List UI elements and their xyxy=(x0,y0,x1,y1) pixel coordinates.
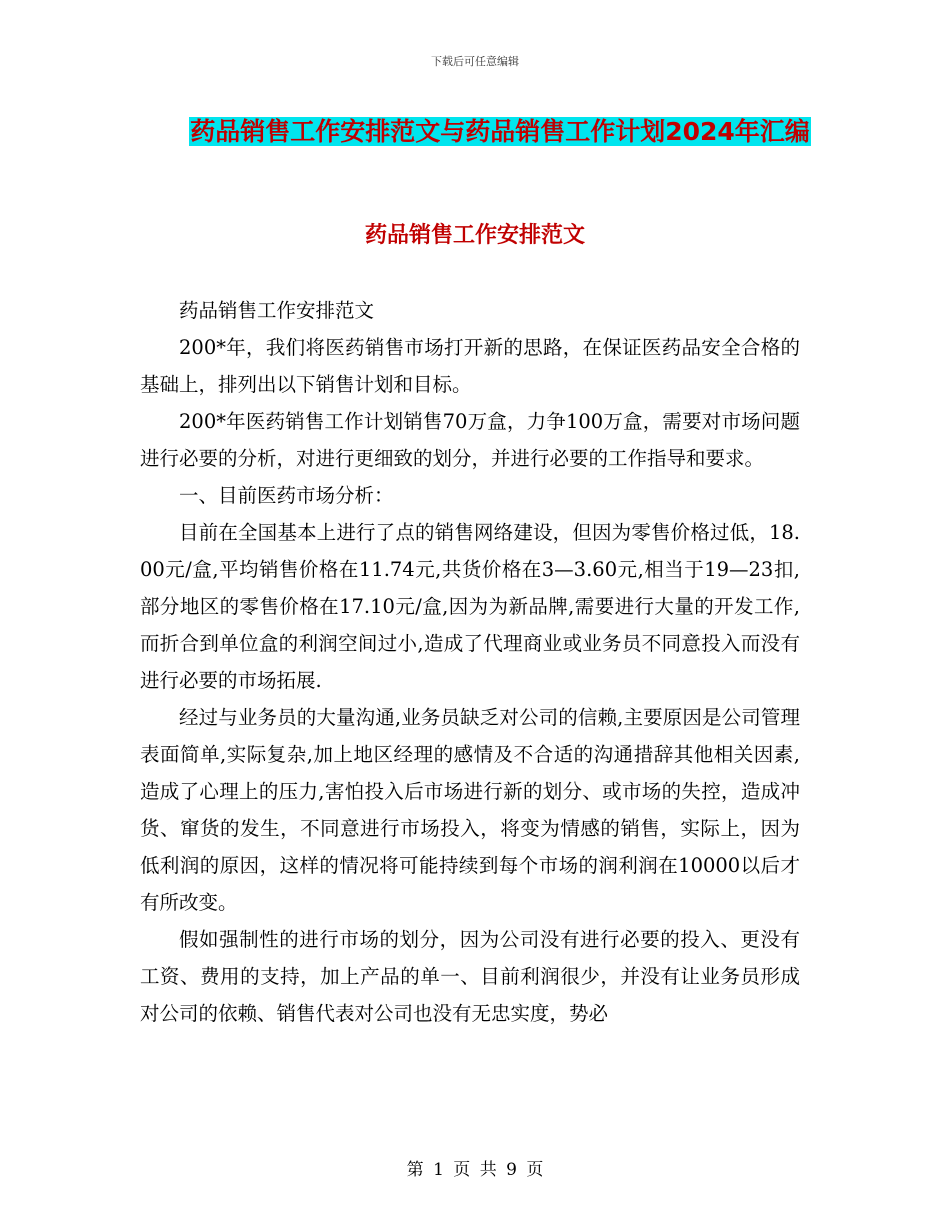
document-body xyxy=(140,292,800,1032)
paragraph: 200*年，我们将医药销售市场打开新的思路，在保证医药品安全合格的基础上，排列出以下销售计划和目标。 xyxy=(140,336,800,396)
document-title-text: 药品销售工作安排范文与药品销售工作计划2024年汇编 xyxy=(190,117,810,146)
paragraph: 假如强制性的进行市场的划分，因为公司没有进行必要的投入、更没有工资、费用的支持，加上产品的单一、目前利润很少，并没有让业务员形成对公司的依赖、销售代表对公司也没有无忠实度，势必 xyxy=(140,928,800,1025)
paragraph: 经过与业务员的大量沟通,业务员缺乏对公司的信赖,主要原因是公司管理表面简单,实际复杂,加上地区经理的感情及不合适的沟通措辞其他相关因素,造成了心理上的压力,害怕投入后市场进行新的划分、或市场的失控，造成冲货、窜货的发生，不同意进行市场投入，将变为情感的销售，实际上，因为低利润的原因，这样的情况将可能持续到每个市场的润利润在10000以后才有所改变。 xyxy=(140,706,800,914)
paragraph: 药品销售工作安排范文 xyxy=(179,299,375,322)
paragraph: 200*年医药销售工作计划销售70万盒，力争100万盒，需要对市场问题进行必要的分析，对进行更细致的划分，并进行必要的工作指导和要求。 xyxy=(140,410,800,470)
page-number-footer: 第 1 页 共 9 页 xyxy=(406,1160,544,1180)
paragraph: 目前在全国基本上进行了点的销售网络建设，但因为零售价格过低，18.00元/盒,平均销售价格在11.74元,共货价格在3—3.60元,相当于19—23扣,部分地区的零售价格在17.10元/盒,因为为新品牌,需要进行大量的开发工作,而折合到单位盒的利润空间过小,造成了代理商业或业务员不同意投入而没有进行必要的市场拓展. xyxy=(140,521,800,692)
document-title xyxy=(140,110,860,154)
section-title: 药品销售工作安排范文 xyxy=(364,223,585,248)
header-note: 下载后可任意编辑 xyxy=(431,55,519,68)
paragraph: 一、目前医药市场分析： xyxy=(179,484,394,507)
